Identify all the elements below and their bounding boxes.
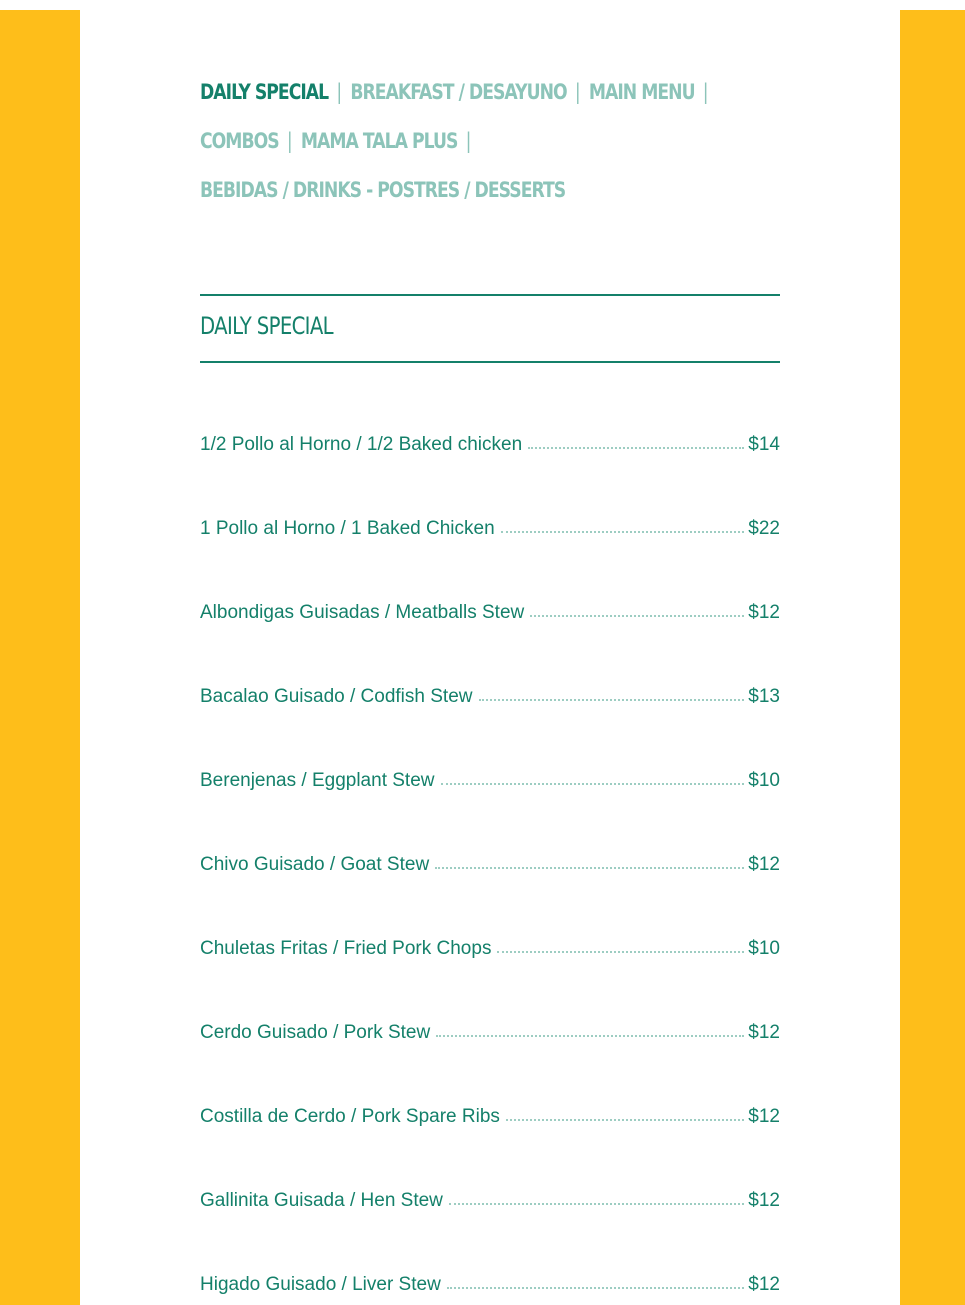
item-price: $12 xyxy=(748,1274,780,1295)
dot-leader xyxy=(497,951,744,953)
item-name: Cerdo Guisado / Pork Stew xyxy=(200,1022,431,1043)
item-name: Higado Guisado / Liver Stew xyxy=(200,1274,441,1295)
dot-leader xyxy=(530,615,744,617)
menu-item xyxy=(200,854,780,938)
item-price: $12 xyxy=(748,1106,780,1127)
menu-item xyxy=(200,1022,780,1106)
menu-item xyxy=(200,1274,780,1305)
nav-breakfast[interactable]: BREAKFAST / DESAYUNO xyxy=(350,80,567,104)
item-name: 1 Pollo al Horno / 1 Baked Chicken xyxy=(200,518,495,539)
menu-item xyxy=(200,602,780,686)
nav-separator: | xyxy=(336,80,343,104)
menu-item xyxy=(200,938,780,1022)
section-title: DAILY SPECIAL xyxy=(200,312,333,340)
section-divider-top xyxy=(200,294,780,296)
item-price: $13 xyxy=(748,686,780,707)
item-name: Chuletas Fritas / Fried Pork Chops xyxy=(200,938,492,959)
nav-line-1 xyxy=(200,72,709,121)
nav-separator: | xyxy=(286,129,293,153)
dot-leader xyxy=(528,447,744,449)
menu-item-list xyxy=(200,434,780,1305)
item-price: $10 xyxy=(748,938,780,959)
dot-leader xyxy=(447,1287,745,1289)
dot-leader xyxy=(479,699,745,701)
item-price: $12 xyxy=(748,1022,780,1043)
menu-item xyxy=(200,434,780,518)
item-price: $12 xyxy=(748,1190,780,1211)
dot-leader xyxy=(506,1119,744,1121)
dot-leader xyxy=(449,1203,744,1205)
item-name: Albondigas Guisadas / Meatballs Stew xyxy=(200,602,525,623)
dot-leader xyxy=(501,531,745,533)
category-nav xyxy=(200,72,709,219)
item-name: Costilla de Cerdo / Pork Spare Ribs xyxy=(200,1106,500,1127)
nav-daily-special[interactable]: DAILY SPECIAL xyxy=(200,80,329,104)
nav-drinks-desserts[interactable]: BEBIDAS / DRINKS - POSTRES / DESSERTS xyxy=(200,178,566,202)
item-name: Bacalao Guisado / Codfish Stew xyxy=(200,686,473,707)
dot-leader xyxy=(441,783,745,785)
item-price: $12 xyxy=(748,854,780,875)
item-price: $10 xyxy=(748,770,780,791)
nav-separator: | xyxy=(574,80,581,104)
menu-item xyxy=(200,518,780,602)
dot-leader xyxy=(436,1035,744,1037)
nav-main-menu[interactable]: MAIN MENU xyxy=(588,80,695,104)
menu-item xyxy=(200,1106,780,1190)
item-price: $14 xyxy=(748,434,780,455)
nav-mama-tala-plus[interactable]: MAMA TALA PLUS xyxy=(300,129,458,153)
item-price: $22 xyxy=(748,518,780,539)
item-price: $12 xyxy=(748,602,780,623)
item-name: 1/2 Pollo al Horno / 1/2 Baked chicken xyxy=(200,434,523,455)
menu-item xyxy=(200,770,780,854)
item-name: Gallinita Guisada / Hen Stew xyxy=(200,1190,443,1211)
nav-line-3 xyxy=(200,170,676,219)
dot-leader xyxy=(435,867,744,869)
nav-separator: | xyxy=(465,129,472,153)
item-name: Berenjenas / Eggplant Stew xyxy=(200,770,435,791)
left-yellow-band xyxy=(0,10,80,1305)
nav-separator: | xyxy=(702,80,709,104)
nav-line-2 xyxy=(200,121,676,170)
menu-item xyxy=(200,686,780,770)
item-name: Chivo Guisado / Goat Stew xyxy=(200,854,430,875)
menu-item xyxy=(200,1190,780,1274)
right-yellow-band xyxy=(900,10,965,1305)
nav-combos[interactable]: COMBOS xyxy=(200,129,279,153)
section-divider-bottom xyxy=(200,361,780,363)
